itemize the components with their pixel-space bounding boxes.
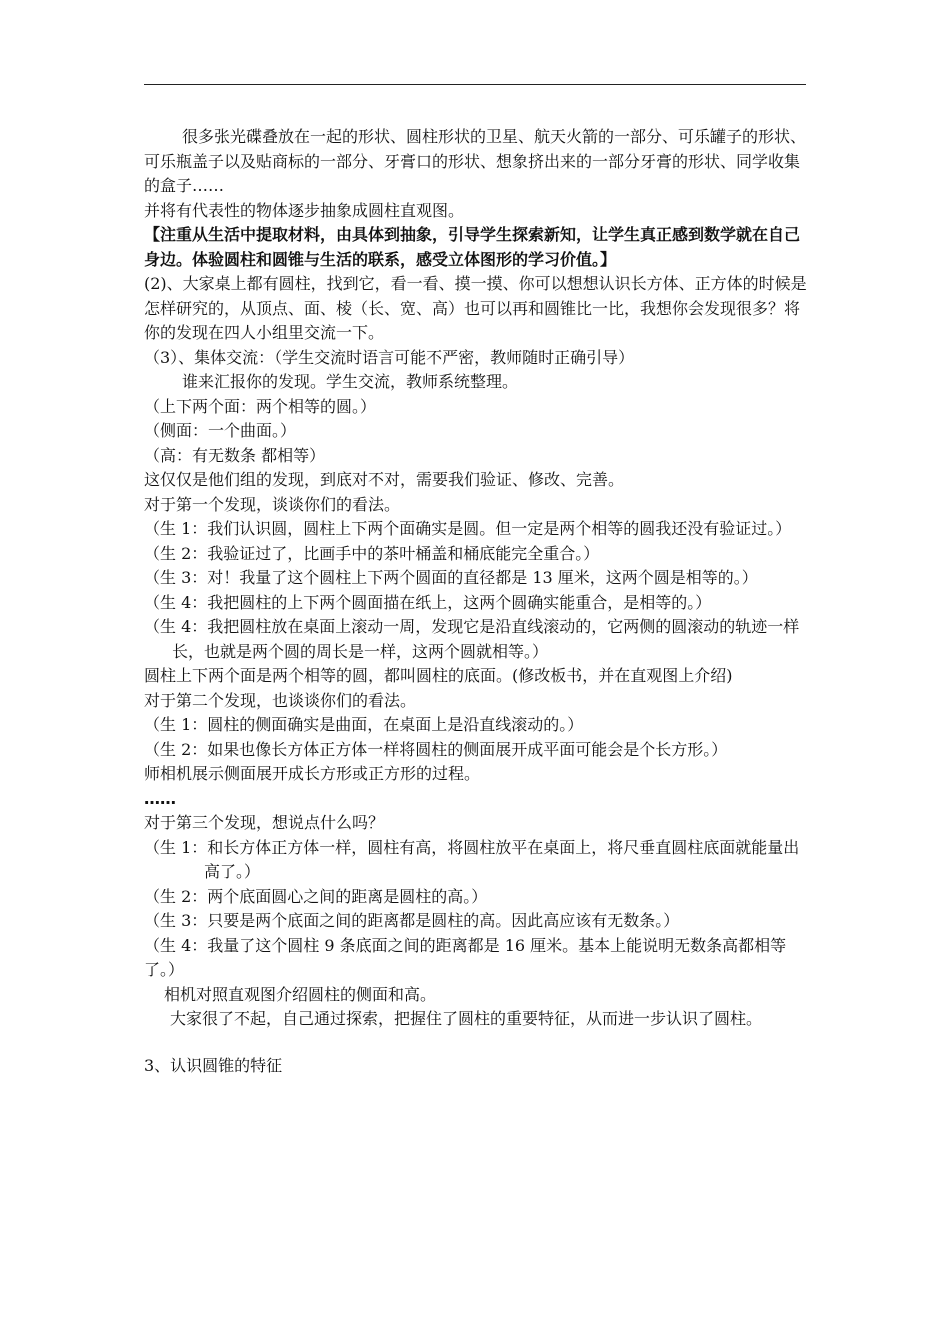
- spacer: [144, 1032, 808, 1054]
- paragraph: （3）、集体交流：（学生交流时语言可能不严密，教师随时正确引导）: [144, 347, 635, 367]
- paragraph: 这仅仅是他们组的发现，到底对不对，需要我们验证、修改、完善。: [144, 470, 625, 489]
- document-body: [144, 125, 808, 1078]
- student-response: （生 3：对！我量了这个圆柱上下两个圆面的直径都是 13 厘米，这两个圆是相等的。）: [144, 568, 758, 587]
- paragraph: 对于第一个发现，谈谈你们的看法。: [144, 494, 401, 514]
- student-response: （生 4：我量了这个圆柱 9 条底面之间的距离都是 16 厘米。基本上能说明无数条高都相等了。）: [144, 935, 787, 979]
- paragraph: 对于第三个发现，想说点什么吗？: [144, 813, 385, 832]
- paragraph: 大家很了不起，自己通过探索，把握住了圆柱的重要特征，从而进一步认识了圆柱。: [170, 1009, 763, 1028]
- student-response: （生 1：和长方体正方体一样，圆柱有高，将圆柱放平在桌面上，将尺垂直圆柱底面就能量出高了。）: [144, 837, 800, 881]
- paragraph: （侧面：一个曲面。）: [144, 421, 297, 440]
- student-response: （生 4：我把圆柱的上下两个圆面描在纸上，这两个圆确实能重合，是相等的。）: [144, 592, 712, 612]
- paragraph: （高：有无数条 都相等）: [144, 445, 326, 465]
- paragraph: 师相机展示侧面展开成长方形或正方形的过程。: [144, 764, 481, 783]
- paragraph: 很多张光碟叠放在一起的形状、圆柱形状的卫星、航天火箭的一部分、可乐罐子的形状、可乐瓶盖子以及贴商标的一部分、牙膏口的形状、想象挤出来的一部分牙膏的形状、同学收集的盒子……: [144, 127, 807, 195]
- paragraph: 谁来汇报你的发现。学生交流，教师系统整理。: [182, 372, 519, 391]
- header-rule: [144, 84, 806, 85]
- section-heading: 3、认识圆锥的特征: [144, 1055, 283, 1075]
- paragraph: (2)、大家桌上都有圆柱，找到它，看一看、摸一摸、你可以想想认识长方体、正方体的时候是怎样研究的，从顶点、面、棱（长、宽、高）也可以再和圆锥比一比，我想你会发现很多？将你的发现在四人小组里交流一下。: [144, 274, 807, 342]
- paragraph: 并将有代表性的物体逐步抽象成圆柱直观图。: [144, 200, 465, 220]
- paragraph: 圆柱上下两个面是两个相等的圆，都叫圆柱的底面。(修改板书，并在直观图上介绍): [144, 666, 733, 685]
- student-response: （生 2：两个底面圆心之间的距离是圆柱的高。）: [144, 886, 488, 906]
- paragraph: （上下两个面：两个相等的圆。）: [144, 396, 377, 416]
- student-response: （生 2：如果也像长方体正方体一样将圆柱的侧面展开成平面可能会是个长方形。）: [144, 739, 728, 759]
- student-response: （生 3：只要是两个底面之间的距离都是圆柱的高。因此高应该有无数条。）: [144, 911, 680, 930]
- student-response: （生 2：我验证过了，比画手中的茶叶桶盖和桶底能完全重合。）: [144, 543, 600, 563]
- student-response: （生 1：我们认识圆，圆柱上下两个面确实是圆。但一定是两个相等的圆我还没有验证过。）: [144, 519, 792, 538]
- student-response: （生 4：我把圆柱放在桌面上滚动一周，发现它是沿直线滚动的，它两侧的圆滚动的轨迹一样长，也就是两个圆的周长是一样，这两个圆就相等。）: [144, 617, 800, 661]
- ellipsis: ……: [144, 788, 176, 808]
- emphasis-note: 【注重从生活中提取材料，由具体到抽象，引导学生探索新知，让学生真正感到数学就在自己身边。体验圆柱和圆锥与生活的联系，感受立体图形的学习价值。】: [144, 225, 801, 269]
- student-response: （生 1：圆柱的侧面确实是曲面，在桌面上是沿直线滚动的。）: [144, 715, 584, 734]
- paragraph: 相机对照直观图介绍圆柱的侧面和高。: [164, 984, 437, 1004]
- paragraph: 对于第二个发现，也谈谈你们的看法。: [144, 690, 417, 710]
